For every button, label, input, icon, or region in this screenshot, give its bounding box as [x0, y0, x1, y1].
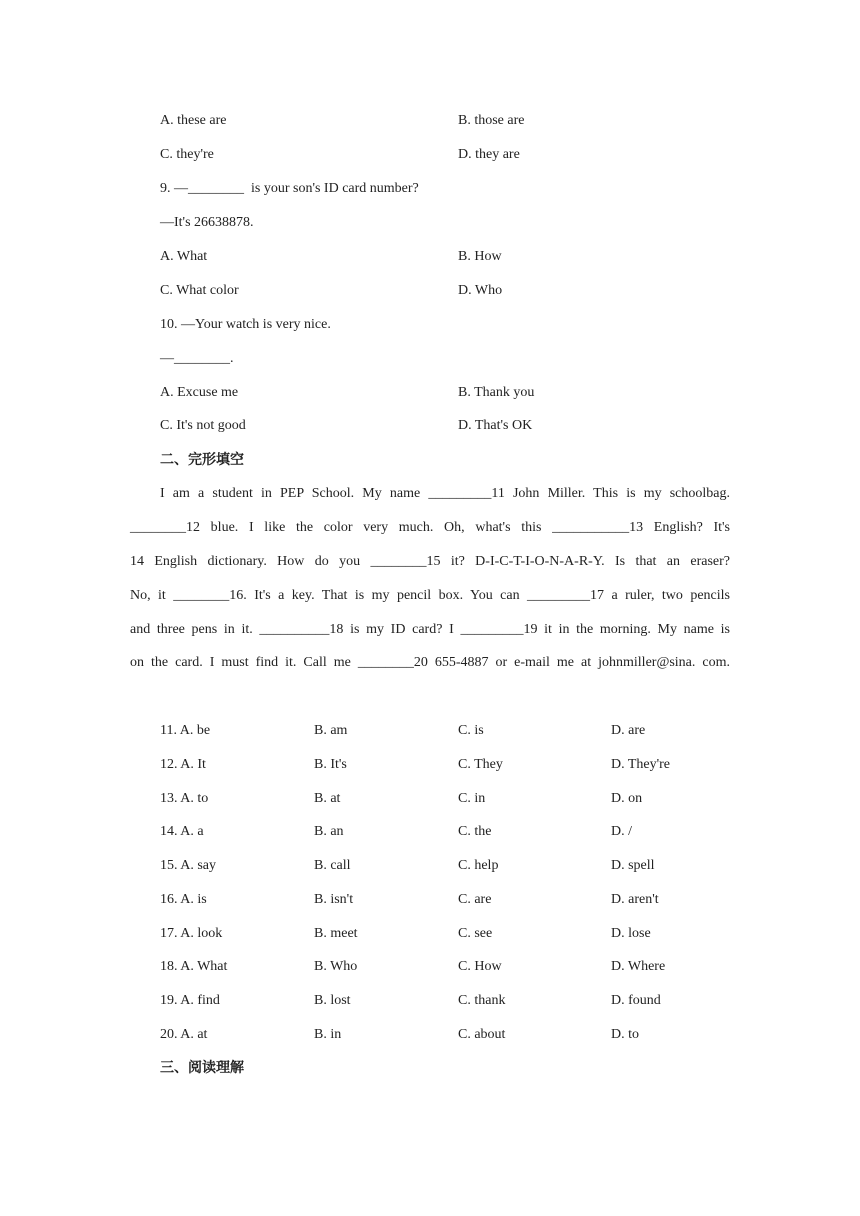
cloze-16-c: C. are	[458, 892, 492, 907]
q8-option-c: C. they're	[160, 147, 214, 162]
q10-option-d: D. That's OK	[458, 418, 533, 433]
q9-option-d: D. Who	[458, 283, 503, 298]
cloze-12-b: B. It's	[314, 757, 347, 772]
cloze-15-d: D. spell	[611, 858, 655, 873]
cloze-19-a: 19. A. find	[160, 993, 220, 1008]
cloze-15-b: B. call	[314, 858, 351, 873]
cloze-14-b: B. an	[314, 824, 344, 839]
cloze-14-a: 14. A. a	[160, 824, 204, 839]
cloze-13-d: D. on	[611, 791, 643, 806]
cloze-16-a: 16. A. is	[160, 892, 207, 907]
cloze-12-c: C. They	[458, 757, 503, 772]
q9-stem: 9. —________ is your son's ID card number?	[160, 181, 419, 196]
q9-answer: —It's 26638878.	[160, 215, 254, 230]
cloze-11-c: C. is	[458, 723, 484, 738]
q10-option-b: B. Thank you	[458, 385, 535, 400]
cloze-11-b: B. am	[314, 723, 348, 738]
cloze-16-d: D. aren't	[611, 892, 659, 907]
passage-line-6: on the card. I must find it. Call me ________20 655-4887 or e-mail me at johnmiller@sina. com.	[130, 655, 730, 670]
passage-line-5: and three pens in it. __________18 is my ID card? I _________19 it in the morning. My name is	[130, 622, 730, 637]
cloze-14-d: D. /	[611, 824, 632, 839]
cloze-14-c: C. the	[458, 824, 492, 839]
cloze-18-b: B. Who	[314, 959, 358, 974]
cloze-20-a: 20. A. at	[160, 1027, 208, 1042]
cloze-12-d: D. They're	[611, 757, 671, 772]
cloze-19-c: C. thank	[458, 993, 506, 1008]
cloze-17-a: 17. A. look	[160, 926, 223, 941]
q10-option-a: A. Excuse me	[160, 385, 239, 400]
cloze-20-c: C. about	[458, 1027, 506, 1042]
cloze-11-d: D. are	[611, 723, 646, 738]
q8-option-a: A. these are	[160, 113, 227, 128]
q9-option-b: B. How	[458, 249, 502, 264]
passage-line-2: ________12 blue. I like the color very much. Oh, what's this ___________13 English? It's	[130, 520, 730, 535]
q8-option-d: D. they are	[458, 147, 520, 162]
cloze-18-c: C. How	[458, 959, 502, 974]
cloze-18-d: D. Where	[611, 959, 666, 974]
cloze-20-b: B. in	[314, 1027, 342, 1042]
cloze-17-c: C. see	[458, 926, 493, 941]
cloze-17-d: D. lose	[611, 926, 651, 941]
q9-option-a: A. What	[160, 249, 208, 264]
cloze-13-b: B. at	[314, 791, 341, 806]
q10-stem: 10. —Your watch is very nice.	[160, 317, 331, 332]
section3-heading: 三、阅读理解	[160, 1060, 244, 1076]
cloze-15-c: C. help	[458, 858, 499, 873]
q10-answer: —________.	[160, 351, 234, 366]
cloze-19-d: D. found	[611, 993, 661, 1008]
cloze-13-a: 13. A. to	[160, 791, 209, 806]
cloze-16-b: B. isn't	[314, 892, 354, 907]
cloze-20-d: D. to	[611, 1027, 639, 1042]
passage-line-4: No, it ________16. It's a key. That is my pencil box. You can _________17 a ruler, two pencils	[130, 588, 730, 603]
q10-option-c: C. It's not good	[160, 418, 246, 433]
cloze-19-b: B. lost	[314, 993, 351, 1008]
cloze-15-a: 15. A. say	[160, 858, 216, 873]
cloze-13-c: C. in	[458, 791, 486, 806]
cloze-18-a: 18. A. What	[160, 959, 228, 974]
cloze-11-a: 11. A. be	[160, 723, 211, 738]
q9-option-c: C. What color	[160, 283, 239, 298]
passage-line-3: 14 English dictionary. How do you ________15 it? D-I-C-T-I-O-N-A-R-Y. Is that an eraser?	[130, 554, 730, 569]
cloze-17-b: B. meet	[314, 926, 358, 941]
q8-option-b: B. those are	[458, 113, 525, 128]
cloze-12-a: 12. A. It	[160, 757, 206, 772]
section2-heading: 二、完形填空	[160, 452, 244, 468]
passage-line-1: I am a student in PEP School. My name _________11 John Miller. This is my schoolbag.	[160, 486, 730, 501]
